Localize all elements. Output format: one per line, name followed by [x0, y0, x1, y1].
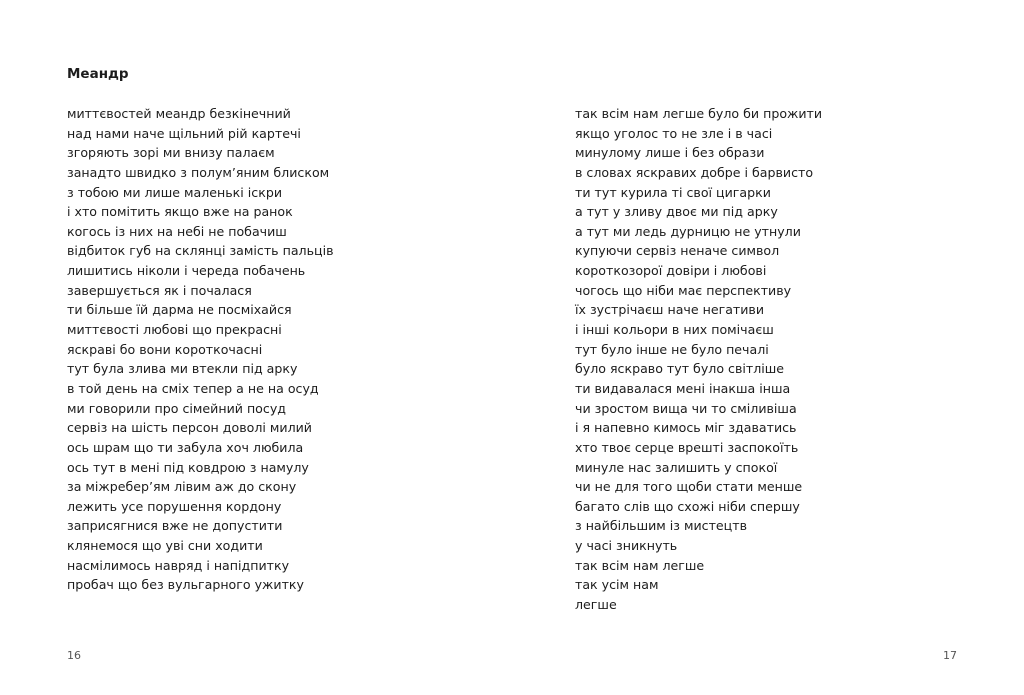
- poem-line: ось тут в мені під ковдрою з намулу: [67, 459, 309, 475]
- poem-line: короткозорої довіри і любові: [575, 263, 767, 279]
- poem-line: яскраві бо вони короткочасні: [67, 341, 263, 357]
- poem-line: ось шрам що ти забула хоч любила: [67, 439, 304, 455]
- poem-line: і хто помітить якщо вже на ранок: [67, 204, 293, 220]
- poem-title: Меандр: [67, 66, 129, 82]
- poem-line: ти видавалася мені інакша інша: [575, 380, 791, 396]
- poem-line: лишитись ніколи і череда побачень: [67, 263, 306, 279]
- poem-line: чи зростом вища чи то сміливіша: [575, 400, 797, 416]
- poem-line: ми говорили про сімейний посуд: [67, 400, 286, 416]
- poem-line: з найбільшим із мистецтв: [575, 518, 748, 534]
- poem-line: сервіз на шість персон доволі милий: [67, 420, 312, 436]
- poem-line: когось із них на небі не побачиш: [67, 223, 287, 239]
- poem-line: минуле нас залишить у спокої: [575, 459, 778, 475]
- poem-line: ти більше їй дарма не посміхайся: [67, 302, 292, 318]
- poem-line: легше: [575, 597, 617, 613]
- poem-line: відбиток губ на склянці замість пальців: [67, 243, 334, 259]
- poem-line: і я напевно кимось міг здаватись: [575, 420, 797, 436]
- poem-line: в словах яскравих добре і барвисто: [575, 164, 814, 180]
- poem-line: завершується як і почалася: [67, 282, 252, 298]
- poem-line: чогось що ніби має перспективу: [575, 282, 792, 298]
- poem-line: у часі зникнуть: [575, 538, 678, 554]
- poem-line: ти тут курила ті свої цигарки: [575, 184, 771, 200]
- poem-line: їх зустрічаєш наче негативи: [575, 302, 765, 318]
- poem-line: купуючи сервіз неначе символ: [575, 243, 780, 259]
- poem-line: і інші кольори в них помічаєш: [575, 322, 774, 338]
- poem-line: з тобою ми лише маленькі іскри: [67, 184, 283, 200]
- poem-line: минулому лише і без образи: [575, 145, 765, 161]
- poem-line: над нами наче щільний рій картечі: [67, 125, 301, 141]
- poem-line: клянемося що уві сни ходити: [67, 538, 263, 554]
- left-poem-lines: [67, 104, 334, 595]
- poem-line: так усім нам: [575, 577, 659, 593]
- poem-line: чи не для того щоби стати менше: [575, 479, 803, 495]
- poem-line: в той день на сміх тепер а не на осуд: [67, 380, 319, 396]
- page-number-left: 16: [67, 649, 81, 662]
- poem-line: так всім нам легше було би прожити: [575, 106, 823, 121]
- right-page: [512, 0, 1024, 695]
- poem-line: було яскраво тут було світліше: [575, 361, 785, 377]
- poem-line: якщо уголос то не зле і в часі: [575, 125, 773, 141]
- poem-line: тут була злива ми втекли під арку: [67, 361, 298, 377]
- poem-line: миттєвостей меандр безкінечний: [67, 106, 291, 121]
- right-poem-lines: [575, 104, 822, 615]
- poem-line: а тут у зливу двоє ми під арку: [575, 204, 778, 220]
- poem-line: насмілимось навряд і напідпитку: [67, 557, 290, 573]
- poem-line: так всім нам легше: [575, 557, 705, 573]
- poem-line: заприсягнися вже не допустити: [67, 518, 283, 534]
- poem-line: лежить усе порушення кордону: [67, 498, 282, 514]
- poem-line: пробач що без вульгарного ужитку: [67, 577, 304, 593]
- poem-line: за міжребер’ям лівим аж до скону: [67, 479, 297, 495]
- poem-line: занадто швидко з полум’яним блиском: [67, 164, 330, 180]
- poem-line: миттєвості любові що прекрасні: [67, 322, 282, 338]
- page-number-right: 17: [943, 649, 957, 662]
- poem-line: багато слів що схожі ніби спершу: [575, 498, 800, 514]
- poem-line: хто твоє серце врешті заспокоїть: [575, 439, 799, 455]
- poem-line: згоряють зорі ми внизу палаєм: [67, 145, 275, 161]
- poem-line: а тут ми ледь дурницю не утнули: [575, 223, 801, 239]
- poem-line: тут було інше не було печалі: [575, 341, 769, 357]
